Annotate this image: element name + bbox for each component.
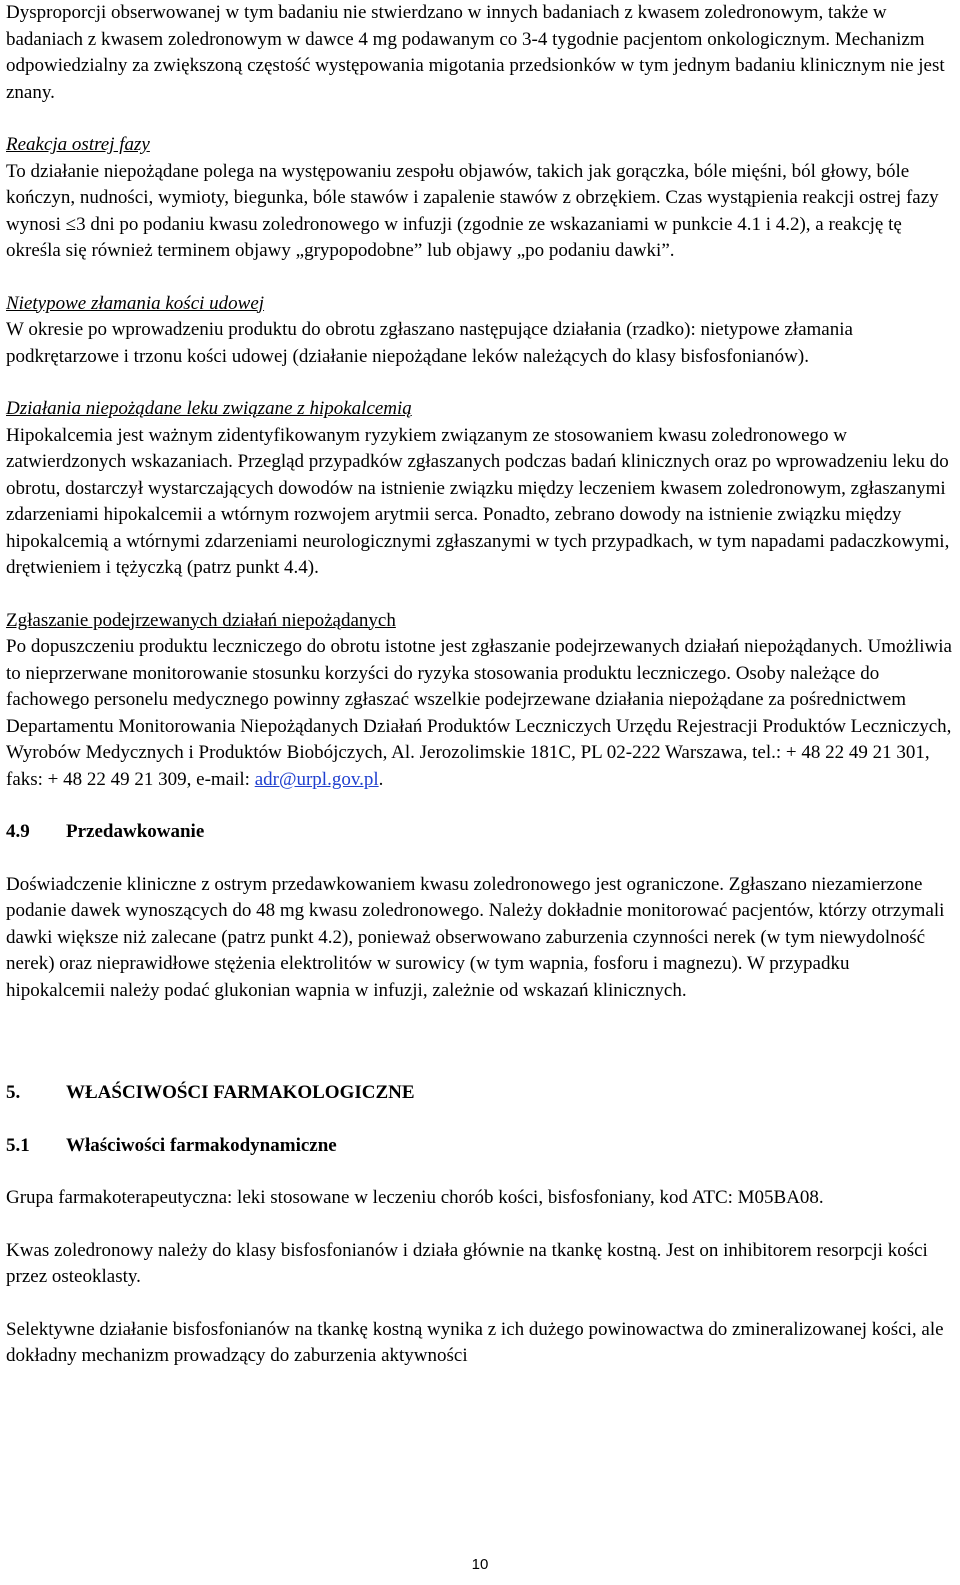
adverse-reporting-text: Po dopuszczeniu produktu leczniczego do obrotu istotne jest zgłaszanie podejrzewanych działań niepożądanych. Umożliwia to nieprzerwane monitorowanie stosunku korzyści do ryzyka stosowania produktu leczniczego. Osoby należące do fachowego personelu medycznego powinny zgłaszać wszelkie podejrzewane działania niepożądane za pośrednictwem Departamentu Monitorowania Niepożądanych Działań Produktów Leczniczych Urzędu Rejestracji Produktów Leczniczych, Wyrobów Medycznych i Produktów Biobójczych, Al. Jerozolimskie 181C, PL 02-222 Warszawa, tel.: + 48 22 49 21 301, faks: + 48 22 49 21 309, e-mail: xyxy=(6,636,952,790)
acute-phase-reaction-block xyxy=(6,132,952,265)
acute-phase-heading: Reakcja ostrej fazy xyxy=(6,134,150,155)
atypical-fracture-body: W okresie po wprowadzeniu produktu do obrotu zgłaszano następujące działania (rzadko): nietypowe złamania podkrętarzowe i trzonu kości udowej (działanie niepożądane leków należących do klasy bisfosfonianów). xyxy=(6,319,853,367)
adverse-reporting-end: . xyxy=(378,768,384,790)
section-title: Właściwości farmakodynamiczne xyxy=(66,1134,337,1156)
section-title: WŁAŚCIWOŚCI FARMAKOLOGICZNE xyxy=(66,1082,415,1103)
section-number: 5.1 xyxy=(6,1134,30,1156)
hypocalcemia-body: Hipokalcemia jest ważnym zidentyfikowanym ryzykiem związanym ze stosowaniem kwasu zoledronowego w zatwierdzonych wskazaniach. Przegląd przypadków zgłaszanych podczas badań klinicznych oraz po wprowadzeniu leku do obrotu, dostarczył wystarczających dowodów na istnienie związku między leczeniem kwasem zoledronowym, zgłaszanymi zdarzeniami hipokalcemii a wtórnym rozwojem arytmii serca. Ponadto, zebrano dowody na istnienie związku między hipokalcemią a wtórnymi zdarzeniami neurologicznymi zgłaszanymi w tych przypadkach, w tym napadami padaczkowymi, drętwieniem i tężyczką (patrz punkt 4.4). xyxy=(6,424,950,578)
section-number: 4.9 xyxy=(6,821,30,842)
adverse-reporting-heading: Zgłaszanie podejrzewanych działań niepożądanych xyxy=(6,609,396,631)
section-title: Przedawkowanie xyxy=(66,821,205,842)
section-number: 5. xyxy=(6,1082,21,1103)
section-heading-5-1 xyxy=(6,1133,952,1160)
atypical-fracture-block xyxy=(6,291,952,371)
selective-action-paragraph: Selektywne działanie bisfosfonianów na tkankę kostną wynika z ich dużego powinowactwa do zmineralizowanej kości, ale dokładny mechanizm prowadzący do zaburzenia aktywności xyxy=(6,1318,944,1366)
pharmacotherapeutic-group: Grupa farmakoterapeutyczna: leki stosowane w leczeniu chorób kości, bisfosfoniany, kod ATC: M05BA08. xyxy=(6,1187,824,1208)
email-link[interactable]: adr@urpl.gov.pl xyxy=(254,768,379,790)
spacer xyxy=(6,1004,952,1054)
page-number: 10 xyxy=(471,1556,489,1573)
paragraph-atrial-fibrillation: Dysproporcji obserwowanej w tym badaniu nie stwierdzano w innych badaniach z kwasem zoledronowym, także w badaniach z kwasem zoledronowym w dawce 4 mg podawanym co 3-4 tygodnie pacjentom onkologicznym. Mechanizm odpowiedzialny za zwiększoną częstość występowania migotania przedsionków w tym jednym badaniu klinicznym nie jest znany. xyxy=(6,2,945,103)
acute-phase-body: To działanie niepożądane polega na występowaniu zespołu objawów, takich jak gorączka, bóle mięśni, ból głowy, bóle kończyn, nudności, wymioty, biegunka, bóle stawów i zapalenie stawów z obrzękiem. Czas wystąpienia reakcji ostrej fazy wynosi ≤3 dni po podaniu kwasu zoledronowego w infuzji (zgodnie ze wskazaniami w punkcie 4.1 i 4.2), a reakcję tę określa się również terminem objawy „grypopodobne” lub objawy „po podaniu dawki”. xyxy=(6,160,939,261)
adverse-reporting-body xyxy=(6,634,952,793)
section-heading-4-9 xyxy=(6,819,952,846)
document-page xyxy=(6,0,952,1370)
hypocalcemia-block xyxy=(6,396,952,582)
section-heading-5 xyxy=(6,1080,952,1107)
overdose-body: Doświadczenie kliniczne z ostrym przedawkowaniem kwasu zoledronowego jest ograniczone. Zgłaszano niezamierzone podanie dawek wynoszących do 48 mg kwasu zoledronowego. Należy dokładnie monitorować pacjentów, którzy otrzymali dawki większe niż zalecane (patrz punkt 4.2), ponieważ obserwowano zaburzenia czynności nerek (w tym niewydolność nerek) oraz nieprawidłowe stężenia elektrolitów w surowicy (w tym wapnia, fosforu i magnezu). W przypadku hipokalcemii należy podać glukonian wapnia w infuzji, zależnie od wskazań klinicznych. xyxy=(6,873,945,1001)
atypical-fracture-heading: Nietypowe złamania kości udowej xyxy=(6,292,265,314)
adverse-reporting-block xyxy=(6,608,952,794)
drug-class-paragraph: Kwas zoledronowy należy do klasy bisfosfonianów i działa głównie na tkankę kostną. Jest on inhibitorem resorpcji kości przez osteoklasty. xyxy=(6,1239,928,1287)
hypocalcemia-heading: Działania niepożądane leku związane z hipokalcemią xyxy=(6,398,412,419)
